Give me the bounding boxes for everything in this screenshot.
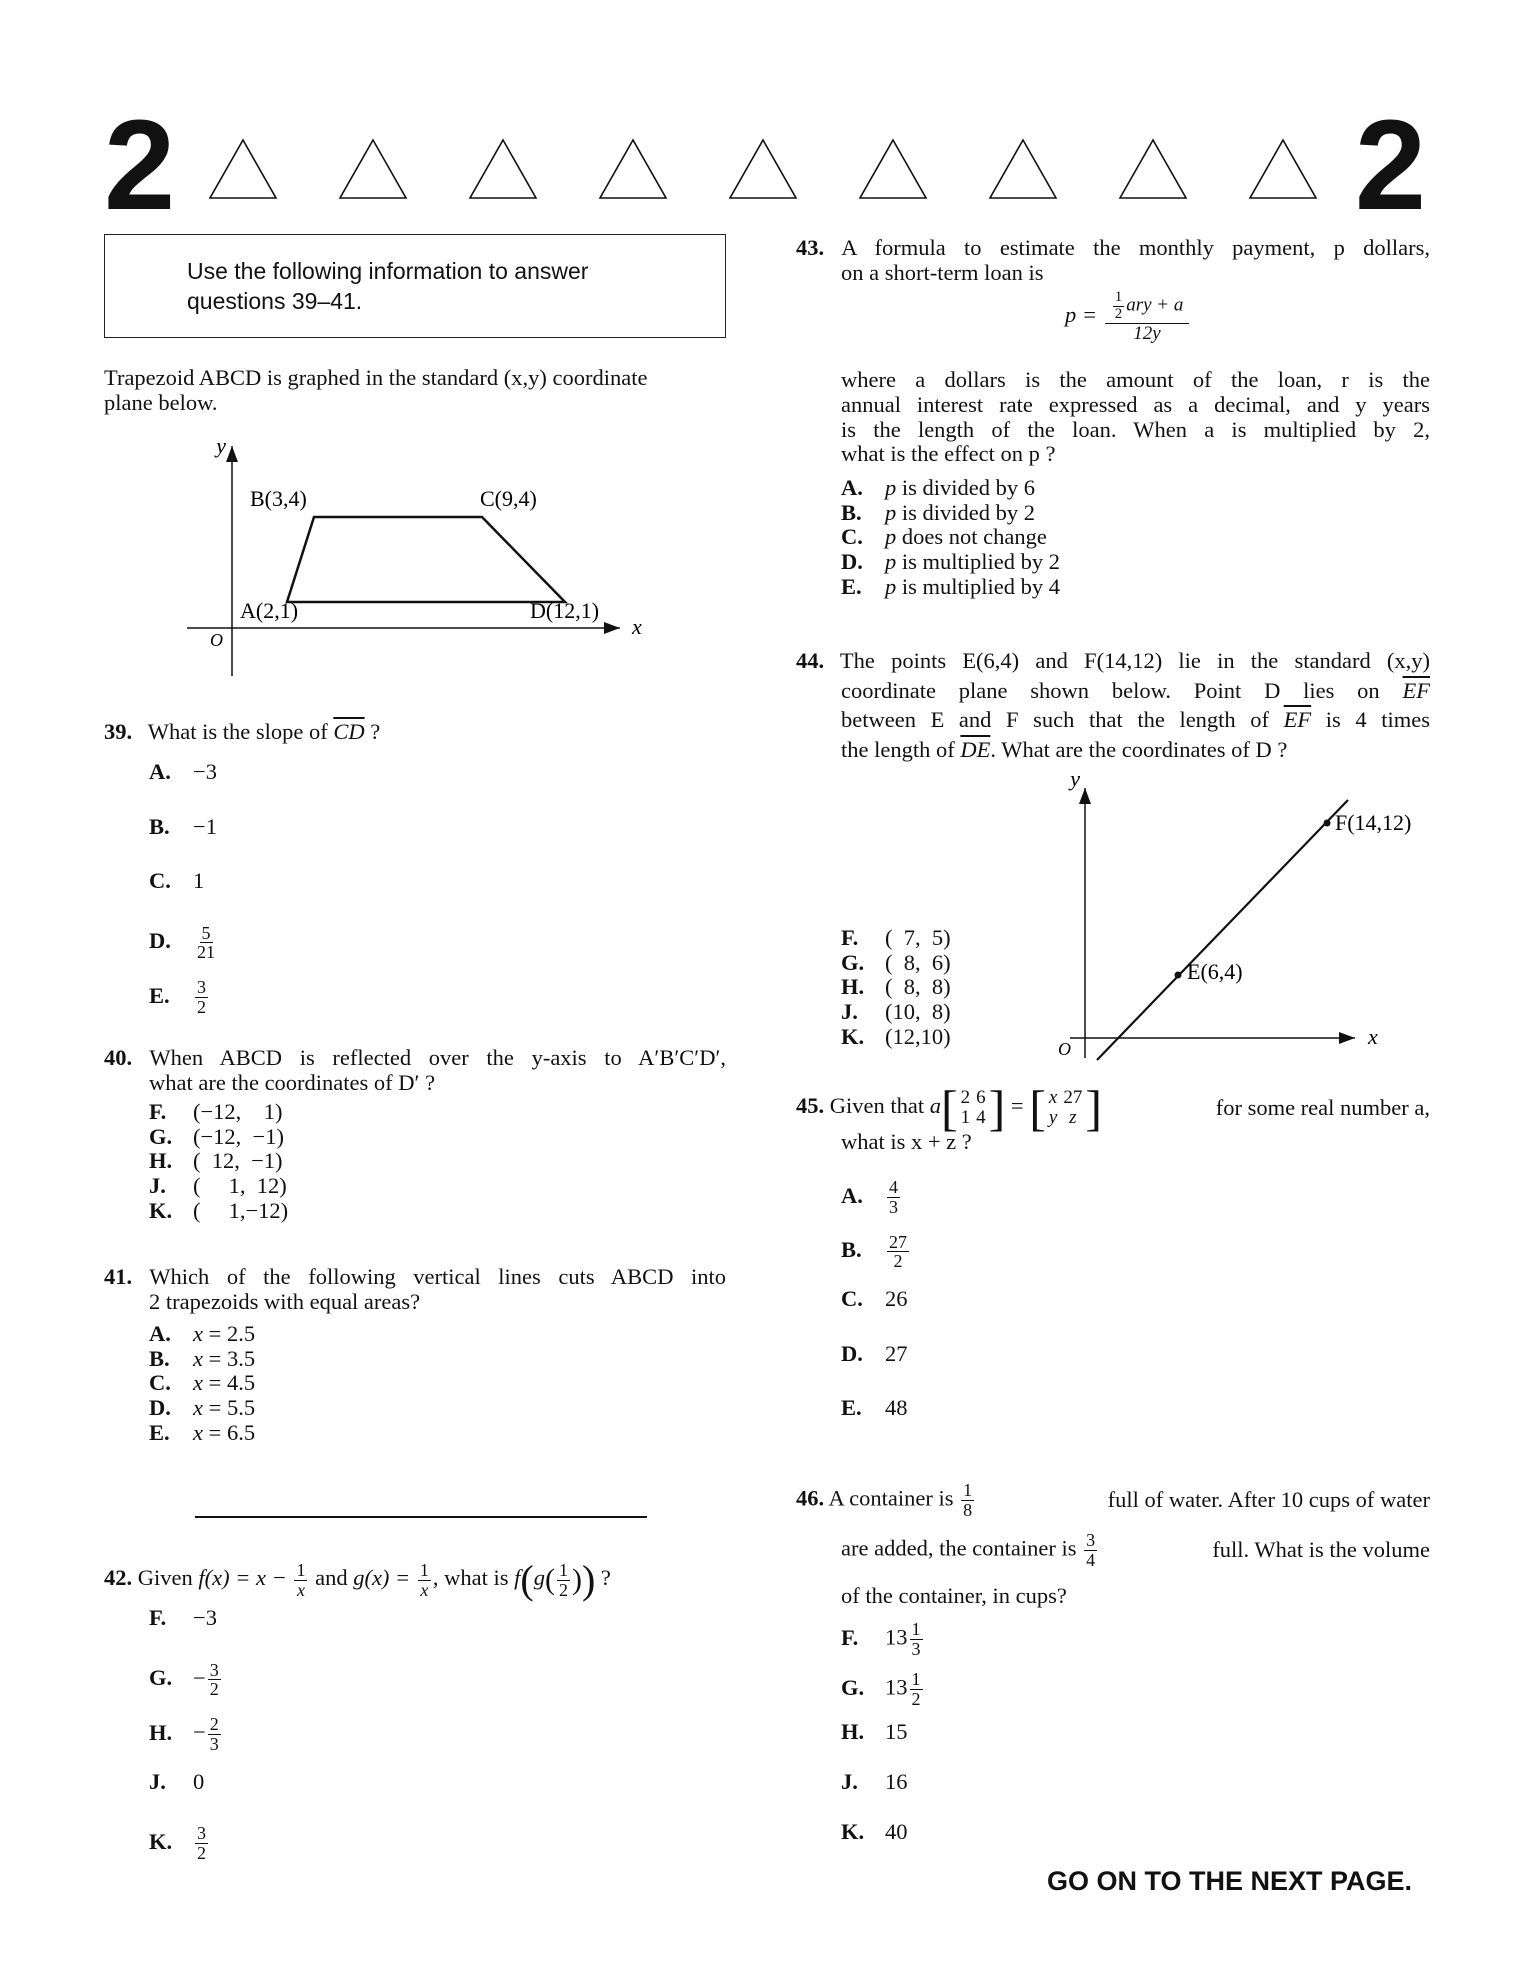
option-fraction: $\frac{3}{2}$ (197, 977, 206, 1017)
q42-g-def: g(x) = (353, 1565, 411, 1591)
q44-origin-label: O (1058, 1039, 1071, 1059)
q44-y-axis-arrow (1079, 788, 1091, 804)
option-value: ( 1,−12) (193, 1197, 289, 1223)
option-letter: F. (149, 1605, 167, 1630)
q46-l1b: full of water. After 10 cups of water (1107, 1486, 1430, 1512)
option-letter: E. (841, 1395, 862, 1420)
q46-option[interactable] (841, 1820, 908, 1845)
option-whole: 13 (885, 1624, 908, 1650)
option-fraction: $\frac{1}{3}$ (911, 1619, 921, 1659)
q43-option[interactable] (841, 525, 1047, 550)
point-c-label: C(9,4) (480, 486, 537, 511)
trapezoid-graph (170, 432, 670, 682)
option-letter: G. (149, 1665, 173, 1691)
q39-tail: ? (364, 719, 381, 744)
q43-body (841, 368, 1430, 467)
q40-option[interactable] (149, 1125, 284, 1150)
option-fraction: $\frac{3}{2}$ (197, 1823, 206, 1863)
option-value: ( 7, 5) (885, 925, 951, 950)
q45-option[interactable] (841, 1287, 908, 1312)
q46-frac2-den: 4 (1086, 1549, 1096, 1570)
option-letter: D. (149, 1395, 171, 1421)
q40-line2: what are the coordinates of D′ ? (149, 1069, 436, 1095)
q45-option[interactable] (841, 1178, 902, 1217)
q39-text: What is the slope of (147, 719, 328, 744)
option-letter: J. (841, 1769, 858, 1794)
q44-x-axis-arrow (1339, 1032, 1355, 1044)
option-letter: B. (149, 1345, 170, 1371)
section-number-right: 2 (1354, 94, 1426, 237)
q44-option[interactable] (841, 926, 951, 951)
header-triangle-icon (468, 138, 538, 200)
q39-option[interactable] (149, 760, 217, 785)
question-46 (796, 1480, 1430, 1609)
q42-frac1-num: 1 (296, 1559, 306, 1580)
option-letter: F. (841, 1624, 859, 1650)
q46-frac1-den: 8 (963, 1499, 973, 1520)
q41-option[interactable] (149, 1347, 255, 1372)
q40-option[interactable] (149, 1174, 287, 1199)
option-letter: J. (841, 999, 858, 1025)
q42-frac2-num: 1 (419, 1559, 429, 1580)
intro-line1: Trapezoid ABCD is graphed in the standard (x,y) coordinate (104, 365, 648, 390)
y-axis-label: y (216, 433, 226, 458)
q42-option[interactable] (149, 1770, 204, 1795)
q43-option[interactable] (841, 501, 1035, 526)
q46-frac1-num: 1 (963, 1479, 973, 1500)
option-letter: C. (841, 1286, 863, 1311)
intro-line2: plane below. (104, 389, 218, 415)
option-letter: F. (841, 925, 859, 950)
option-value: 15 (885, 1719, 908, 1744)
q45-given: Given that (829, 1093, 925, 1119)
q41-option[interactable] (149, 1396, 255, 1421)
header-triangle-icon (1118, 138, 1188, 200)
question-45 (796, 1080, 1430, 1155)
option-value: (−12, 1) (193, 1099, 283, 1124)
column-divider-rule (195, 1516, 647, 1518)
question-39 (104, 720, 380, 745)
q40-option[interactable] (149, 1199, 288, 1224)
q43-formula (1065, 290, 1191, 343)
option-value: p is multiplied by 2 (885, 549, 1061, 575)
option-letter: C. (841, 524, 863, 550)
q42-option[interactable] (149, 1824, 210, 1863)
option-value: 26 (885, 1286, 908, 1311)
option-value: p is divided by 6 (885, 475, 1035, 500)
q42-given: Given (137, 1565, 193, 1591)
option-fraction: $\frac{2}{3}$ (209, 1714, 219, 1754)
q43-line5: is the length of the loan. When a is multiplied by 2, (841, 416, 1430, 442)
q44-option[interactable] (841, 1025, 951, 1050)
option-sign: − (193, 1665, 206, 1691)
q42-half-num: 1 (558, 1559, 568, 1580)
option-letter: K. (149, 1828, 173, 1854)
q43-option[interactable] (841, 575, 1060, 600)
q44-e-label: E(6,4) (1187, 959, 1243, 984)
q41-line1: Which of the following vertical lines cuts ABCD into (149, 1264, 727, 1289)
q39-segment: $\overline{CD}$ (333, 719, 365, 744)
q41-line2: 2 trapezoids with equal areas? (149, 1288, 421, 1314)
header-triangle-icon (988, 138, 1058, 200)
option-letter: A. (841, 475, 863, 500)
q44-point-e (1175, 972, 1182, 979)
q44-seg1: $\overline{EF}$ (1402, 677, 1430, 703)
option-letter: F. (149, 1099, 167, 1124)
q44-option[interactable] (841, 951, 951, 976)
q40-option[interactable] (149, 1149, 283, 1174)
point-b-label: B(3,4) (250, 486, 307, 511)
x-axis-label: x (632, 614, 642, 639)
q43-num-rest: ary + a (1126, 294, 1184, 316)
option-letter: H. (841, 1719, 865, 1744)
q41-number: 41. (104, 1264, 133, 1289)
option-letter: G. (149, 1123, 173, 1149)
q42-option[interactable] (149, 1606, 217, 1631)
question-42: 42. Given f(x) = x − $\frac{1}{x}$ and g(x) = $\frac{1}{x}$ , what is f(g( $\frac{1}{2}$ )) ? (104, 1557, 611, 1602)
q43-line4: annual interest rate expressed as a decimal, and y years (841, 391, 1430, 417)
option-letter: K. (841, 1023, 865, 1049)
option-value: −3 (193, 759, 217, 784)
option-letter: B. (149, 813, 170, 839)
q43-line2: on a short-term loan is (841, 259, 1044, 285)
option-whole: 13 (885, 1674, 908, 1700)
q45-option[interactable] (841, 1342, 908, 1367)
option-letter: G. (841, 949, 865, 975)
option-value: ( 1, 12) (193, 1173, 287, 1199)
option-value: (12,10) (885, 1023, 951, 1049)
q43-half-den: 2 (1114, 305, 1123, 322)
option-value: 1 (193, 868, 205, 893)
option-letter: E. (841, 573, 862, 599)
option-fraction: $\frac{4}{3}$ (889, 1177, 898, 1217)
q43-half-num: 1 (1114, 289, 1123, 305)
q42-frac1-den: x (296, 1579, 305, 1600)
option-letter: D. (841, 1340, 863, 1366)
section-number-left: 2 (104, 94, 176, 237)
option-value: 27 (885, 1340, 908, 1366)
option-letter: E. (149, 1419, 170, 1445)
q45-option[interactable] (841, 1396, 908, 1421)
q44-option[interactable] (841, 975, 951, 1000)
q44-line4a: the length of (841, 737, 955, 763)
q40-line1: When ABCD is reflected over the y-axis to A′B′C′D′, (149, 1045, 726, 1070)
x-axis-arrow (604, 622, 620, 634)
q41-option[interactable] (149, 1322, 255, 1347)
option-fraction: $\frac{27}{2}$ (889, 1231, 907, 1272)
go-on-next-page: GO ON TO THE NEXT PAGE. (1046, 1866, 1412, 1896)
q46-l2a: are added, the container is (841, 1535, 1077, 1561)
origin-label: O (210, 630, 223, 650)
q43-option[interactable] (841, 550, 1060, 575)
q42-option[interactable] (149, 1661, 223, 1700)
q43-option[interactable] (841, 476, 1035, 501)
option-letter: H. (841, 974, 865, 1000)
q42-half-den: 2 (558, 1579, 568, 1600)
option-letter: H. (149, 1148, 173, 1174)
q45-matrix-left: [ 2 6 1 4 ] (940, 1080, 1006, 1136)
q46-frac2-num: 3 (1086, 1529, 1096, 1550)
info-box (104, 234, 726, 338)
trapezoid-intro (104, 366, 726, 416)
q44-x-label: x (1368, 1024, 1378, 1049)
q42-g-sym: g (533, 1565, 545, 1591)
option-fraction: $\frac{3}{2}$ (209, 1659, 219, 1700)
option-value: p is divided by 2 (885, 499, 1035, 525)
option-letter: A. (149, 1321, 171, 1346)
q46-option[interactable] (841, 1620, 925, 1659)
trapezoid-abcd (287, 517, 565, 602)
info-box-line2: questions 39–41. (187, 287, 363, 314)
q43-line3: where a dollars is the amount of the loan, r is the (841, 367, 1430, 392)
q43-line1: A formula to estimate the monthly payment, p dollars, (841, 235, 1430, 260)
q44-graph (1050, 768, 1440, 1068)
q44-line-ef (1097, 800, 1348, 1060)
q44-line4b: . What are the coordinates of D ? (990, 737, 1288, 763)
option-letter: K. (149, 1197, 173, 1223)
q44-line3a: between E and F such that the length of (841, 707, 1270, 733)
option-value: x = 2.5 (193, 1321, 256, 1346)
option-value: p does not change (885, 524, 1047, 550)
option-value: −1 (193, 813, 217, 839)
q44-number: 44. (796, 648, 825, 673)
option-letter: J. (149, 1768, 166, 1794)
q40-option[interactable] (149, 1100, 283, 1125)
q46-number: 46. (796, 1485, 825, 1511)
q46-l2b: full. What is the volume (1212, 1536, 1430, 1562)
q43-line6: what is the effect on p ? (841, 441, 1056, 467)
q44-seg3: $\overline{DE}$ (960, 737, 991, 763)
q44-seg2: $\overline{EF}$ (1283, 707, 1312, 733)
option-value: (−12, −1) (193, 1123, 284, 1149)
q39-number: 39. (104, 719, 133, 744)
info-box-line1: Use the following information to answer (187, 258, 589, 284)
q44-f-label: F(14,12) (1335, 810, 1412, 835)
y-axis-arrow (226, 446, 238, 462)
option-fraction: $\frac{5}{21}$ (197, 922, 215, 963)
option-value: p is multiplied by 4 (885, 573, 1061, 599)
option-letter: A. (841, 1182, 863, 1208)
q42-number: 42. (104, 1565, 133, 1591)
q44-line3b: is 4 times (1325, 707, 1431, 733)
q40-number: 40. (104, 1045, 133, 1070)
q44-point-f (1324, 820, 1331, 827)
q41-option[interactable] (149, 1421, 255, 1446)
point-a-label: A(2,1) (240, 598, 299, 623)
q42-tail: ? (600, 1565, 611, 1591)
option-value: 0 (193, 1768, 205, 1794)
q42-and: and (315, 1565, 348, 1591)
option-value: (10, 8) (885, 999, 951, 1025)
q45-for-some: for some real number a, (1215, 1094, 1430, 1120)
option-value: ( 12, −1) (193, 1148, 283, 1174)
q44-y-label: y (1070, 768, 1080, 791)
option-letter: D. (841, 549, 863, 575)
header-triangle-icon (208, 138, 278, 200)
header-triangle-icon (598, 138, 668, 200)
header-triangle-icon (338, 138, 408, 200)
q43-formula-lhs: p = (1065, 301, 1098, 327)
q44-line1: The points E(6,4) and F(14,12) lie in the standard (x,y) (839, 648, 1431, 673)
option-letter: H. (149, 1719, 173, 1745)
q44-line2a: coordinate plane shown below. Point D lies on (841, 677, 1380, 703)
option-letter: A. (149, 759, 171, 784)
q45-number: 45. (796, 1093, 825, 1119)
question-40 (104, 1046, 726, 1096)
option-letter: C. (149, 1370, 171, 1396)
point-d-label: D(12,1) (530, 598, 600, 623)
option-letter: E. (149, 982, 170, 1008)
q45-option[interactable] (841, 1233, 911, 1272)
option-value: 16 (885, 1769, 908, 1794)
option-sign: − (193, 1719, 206, 1745)
option-letter: B. (841, 499, 862, 525)
q45-eq: = (1010, 1093, 1024, 1119)
option-value: ( 8, 6) (885, 949, 951, 975)
option-fraction: $\frac{1}{2}$ (911, 1669, 921, 1709)
option-value: ( 8, 8) (885, 974, 951, 1000)
q39-option[interactable] (149, 869, 204, 894)
option-value: 40 (885, 1819, 908, 1844)
header-triangle-icon (1248, 138, 1318, 200)
option-value: x = 4.5 (193, 1370, 256, 1396)
q43-den: 12y (1133, 322, 1161, 344)
option-value: x = 5.5 (193, 1395, 256, 1421)
header-triangle-icon (858, 138, 928, 200)
q42-what-is: , what is (432, 1565, 509, 1591)
q45-matrix-right: [ x 27 y z ] (1029, 1080, 1102, 1136)
question-44 (796, 646, 1430, 765)
option-letter: J. (149, 1173, 166, 1199)
q41-option[interactable] (149, 1371, 255, 1396)
question-41 (104, 1265, 726, 1315)
q39-option[interactable] (149, 815, 217, 840)
option-letter: G. (841, 1674, 865, 1700)
option-value: 48 (885, 1395, 908, 1420)
q42-option[interactable] (149, 1715, 223, 1754)
q42-f-def: f(x) = x − (198, 1565, 287, 1591)
q46-option[interactable] (841, 1770, 908, 1795)
question-43 (796, 236, 1430, 286)
q43-number: 43. (796, 235, 825, 260)
q46-option[interactable] (841, 1670, 925, 1709)
option-letter: B. (841, 1237, 862, 1263)
option-letter: D. (149, 928, 171, 954)
q42-frac2-den: x (420, 1579, 429, 1600)
q39-option[interactable] (149, 978, 210, 1017)
option-value: −3 (193, 1605, 217, 1630)
q45-a-sym: a (929, 1093, 941, 1119)
option-value: x = 3.5 (193, 1345, 256, 1371)
option-letter: K. (841, 1819, 865, 1844)
header-triangle-icon (728, 138, 798, 200)
q39-option[interactable] (149, 924, 219, 963)
q42-f-sym: f (514, 1565, 521, 1591)
q44-option[interactable] (841, 1000, 951, 1025)
q46-l3: of the container, in cups? (841, 1583, 1067, 1608)
option-letter: C. (149, 868, 171, 893)
option-value: x = 6.5 (193, 1419, 256, 1445)
q45-line2: what is x + z ? (841, 1129, 972, 1154)
q46-l1a: A container is (828, 1485, 954, 1511)
q46-option[interactable] (841, 1720, 908, 1745)
